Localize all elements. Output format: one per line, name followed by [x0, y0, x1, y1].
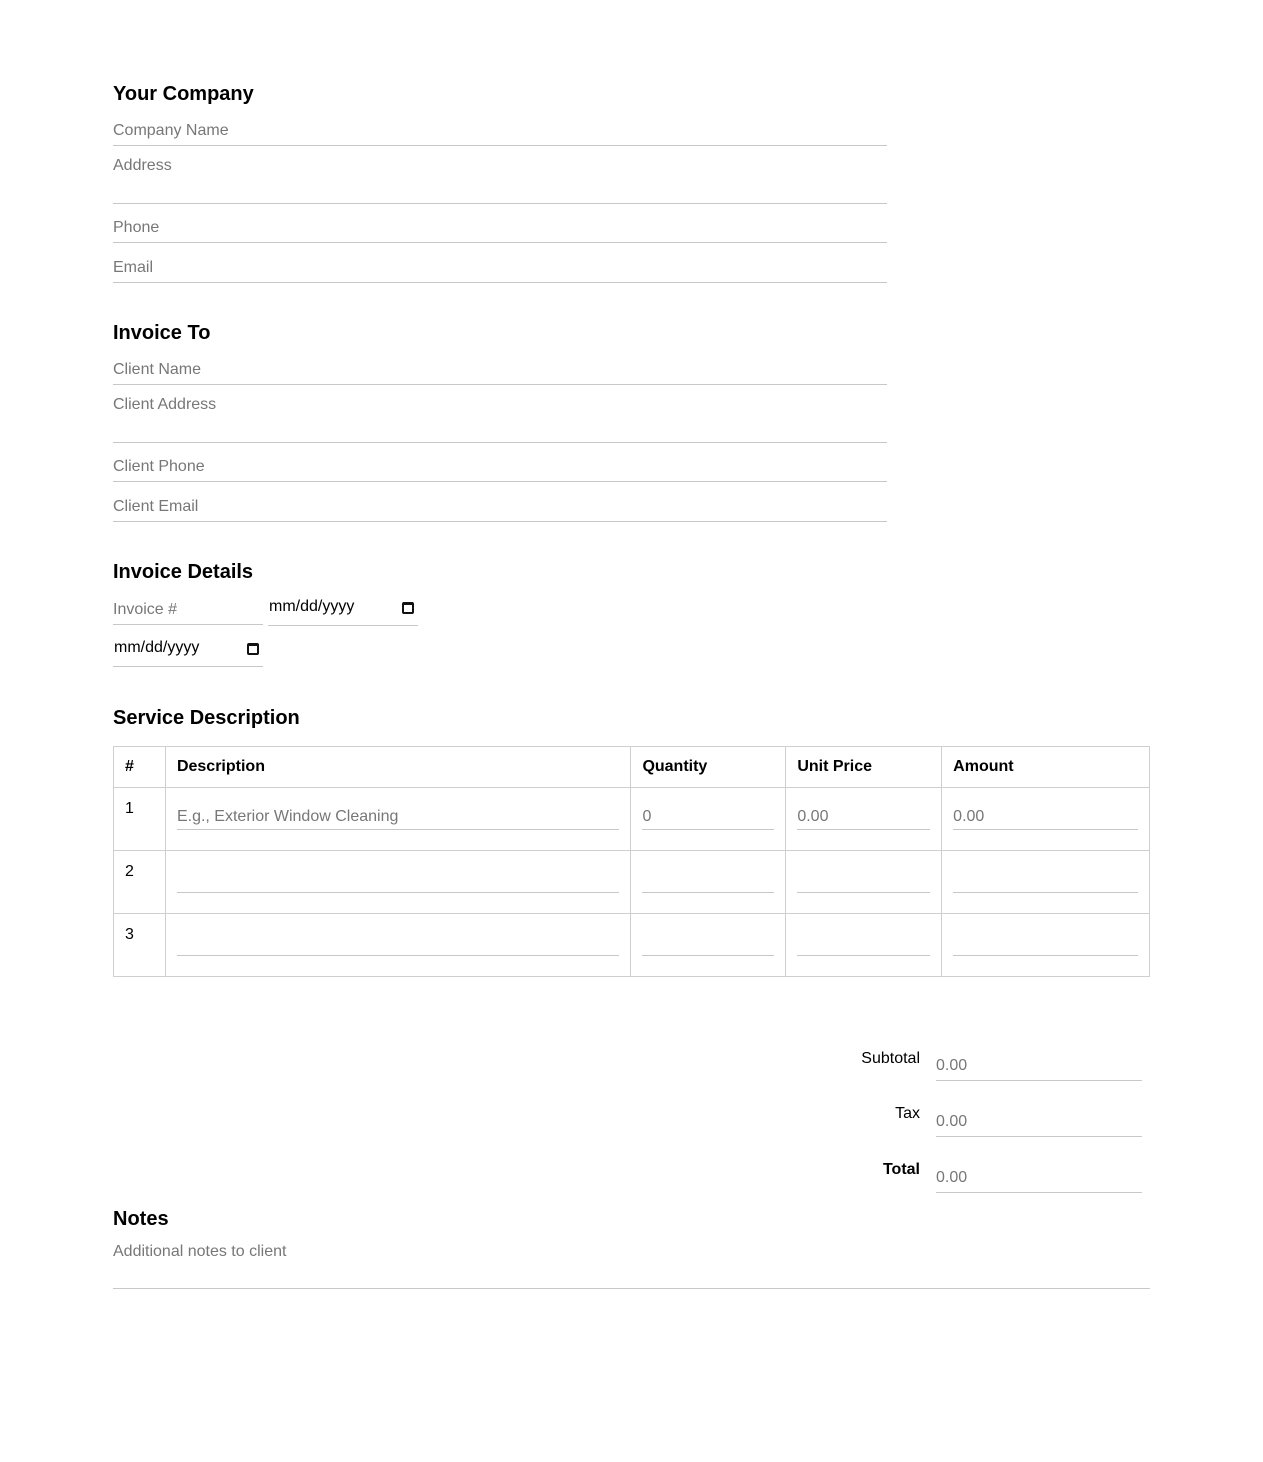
table-row: [114, 788, 1150, 851]
company-address-input[interactable]: [113, 157, 887, 204]
client-address-input[interactable]: [113, 396, 887, 443]
tax-input[interactable]: [936, 1108, 1142, 1137]
column-header-amount: Amount: [942, 747, 1150, 788]
company-phone-input[interactable]: [113, 214, 887, 243]
details-heading: Invoice Details: [113, 561, 254, 583]
quantity-input[interactable]: [642, 867, 774, 893]
subtotal-input[interactable]: [936, 1052, 1142, 1081]
invoice-date-text: mm/dd/yyyy: [269, 598, 355, 615]
quantity-input[interactable]: [642, 930, 774, 956]
unit-price-input[interactable]: [797, 867, 930, 893]
calendar-icon[interactable]: [247, 643, 259, 655]
due-date-text: mm/dd/yyyy: [114, 639, 200, 656]
column-header-number: #: [114, 747, 166, 788]
client-name-input[interactable]: [113, 356, 887, 385]
description-input[interactable]: [177, 867, 619, 893]
amount-input[interactable]: [953, 930, 1138, 956]
row-number: 3: [125, 926, 134, 943]
unit-price-input[interactable]: [797, 930, 930, 956]
invoice-date-input[interactable]: [268, 598, 418, 626]
quantity-input[interactable]: [642, 804, 774, 830]
tax-label: Tax: [895, 1105, 920, 1122]
amount-input[interactable]: [953, 804, 1138, 830]
company-name-input[interactable]: [113, 116, 887, 146]
unit-price-input[interactable]: [797, 804, 930, 830]
notes-heading: Notes: [113, 1208, 169, 1230]
notes-input[interactable]: [113, 1243, 1150, 1289]
description-input[interactable]: [177, 804, 619, 830]
column-header-unit-price: Unit Price: [786, 747, 942, 788]
total-label: Total: [882, 1161, 920, 1178]
subtotal-label: Subtotal: [861, 1050, 920, 1067]
amount-input[interactable]: [953, 867, 1138, 893]
services-heading: Service Description: [113, 707, 300, 729]
column-header-description: Description: [165, 747, 630, 788]
company-email-input[interactable]: [113, 254, 887, 283]
table-row: [114, 914, 1150, 977]
invoice-number-input[interactable]: [113, 596, 263, 625]
client-heading: Invoice To: [113, 322, 211, 344]
table-row: [114, 851, 1150, 914]
services-table: [113, 746, 1150, 977]
company-heading: Your Company: [113, 83, 254, 105]
row-number: 1: [125, 800, 134, 817]
client-phone-input[interactable]: [113, 453, 887, 482]
calendar-icon[interactable]: [402, 602, 414, 614]
table-header-row: [114, 747, 1150, 788]
client-email-input[interactable]: [113, 493, 887, 522]
total-input[interactable]: [936, 1164, 1142, 1193]
column-header-quantity: Quantity: [631, 747, 786, 788]
description-input[interactable]: [177, 930, 619, 956]
row-number: 2: [125, 863, 134, 880]
due-date-input[interactable]: [113, 639, 263, 667]
